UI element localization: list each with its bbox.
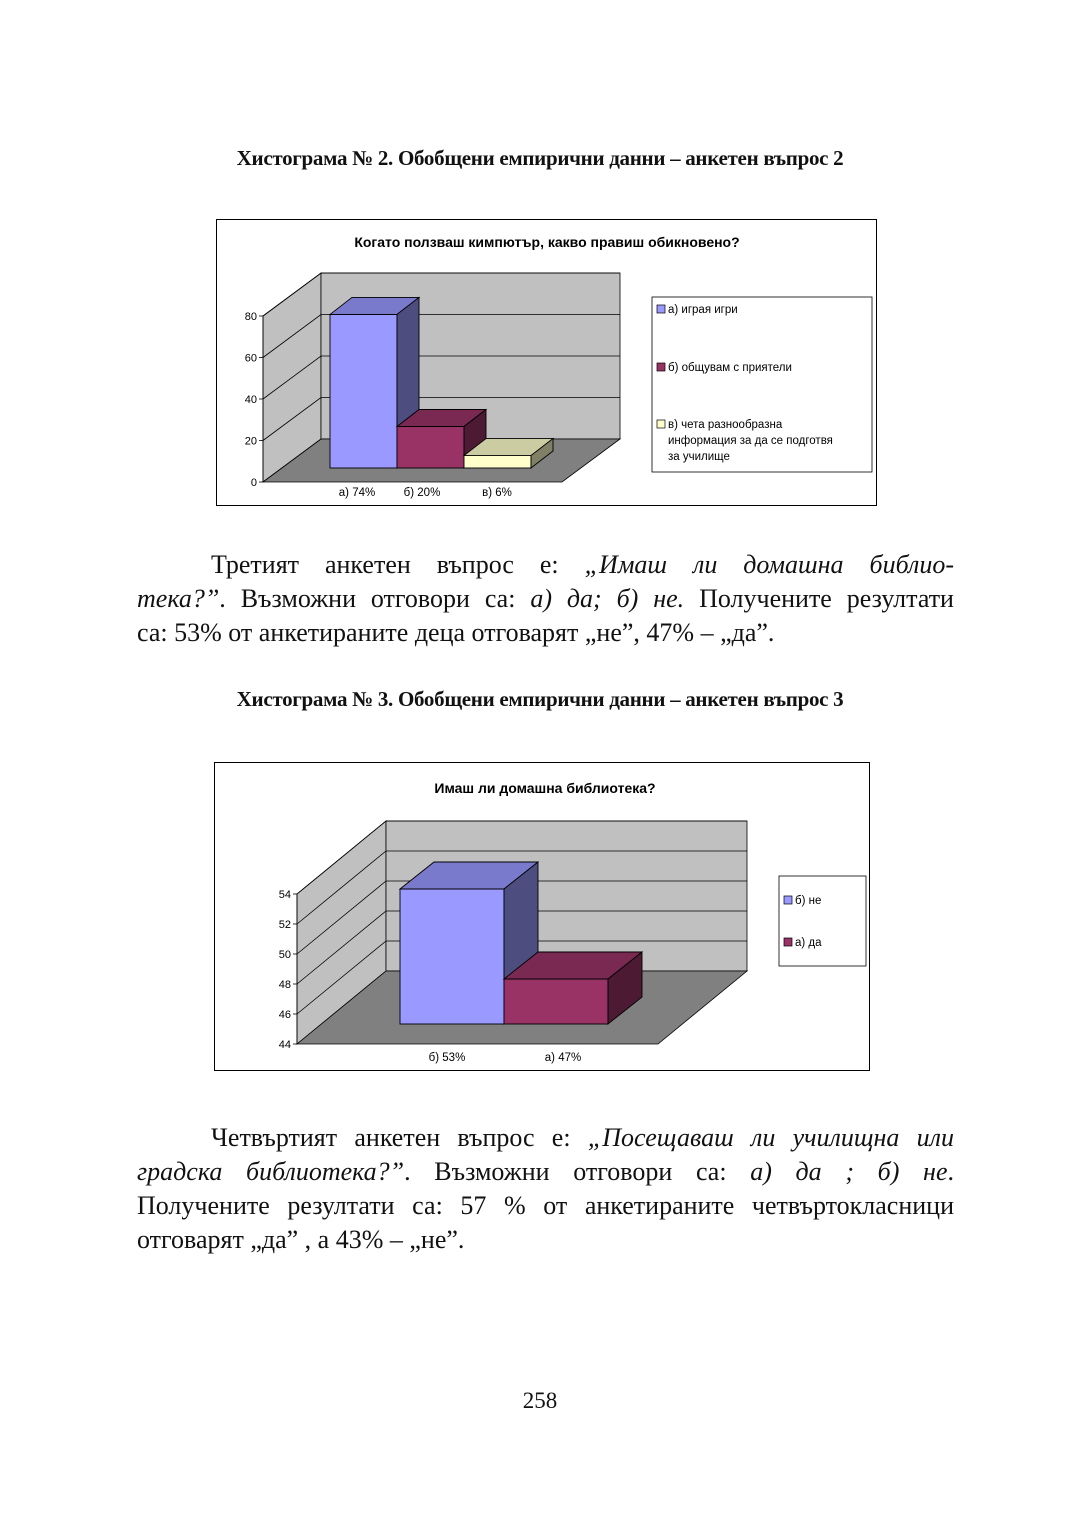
x-tick-label: б) 20% xyxy=(403,487,441,499)
y-tick-label: 54 xyxy=(278,889,291,901)
y-tick-label: 48 xyxy=(278,979,291,991)
legend-swatch xyxy=(657,363,665,371)
y-tick-label: 44 xyxy=(278,1039,291,1051)
legend-swatch xyxy=(657,305,665,313)
chart-title: Когато ползваш кимпютър, какво правиш обикновено? xyxy=(354,234,740,250)
paragraph-3-line-3: са: 53% от анкетираните деца отговарят „не”, 47% – „да”. xyxy=(137,618,775,647)
x-tick-label: в) 6% xyxy=(482,487,512,499)
y-tick-label: 20 xyxy=(244,435,257,448)
legend-label: а) играя игри xyxy=(668,304,738,316)
legend-label: б) не xyxy=(795,895,822,907)
y-tick-label: 50 xyxy=(278,949,291,961)
x-tick-label: а) 47% xyxy=(544,1052,582,1064)
page-number: 258 xyxy=(522,1388,558,1413)
legend-label: б) общувам с приятели xyxy=(668,362,792,374)
legend-label: в) чета разнообразна информация за да се подготвя за училище xyxy=(668,419,833,463)
x-tick-label: б) 53% xyxy=(428,1052,466,1064)
legend-box xyxy=(779,876,866,966)
paragraph-4-line-3: Получените резултати са: 57 % от анкетираните четвъртокласници xyxy=(137,1191,954,1220)
paragraph-4-line-1: Четвъртият анкетен въпрос е: „Посещаваш ли училищна или xyxy=(211,1123,954,1152)
bar-front xyxy=(464,456,531,468)
paragraph-question-3 xyxy=(137,548,954,650)
legend-swatch xyxy=(784,896,792,904)
y-tick-label: 80 xyxy=(244,311,257,323)
y-tick-label: 60 xyxy=(244,352,257,365)
paragraph-4-line-2: градска библиотека?”. Възможни отговори са: а) да ; б) не. xyxy=(137,1157,954,1186)
chart-2 xyxy=(215,763,871,1072)
bar-front xyxy=(400,889,504,1024)
chart-2-frame xyxy=(214,762,870,1071)
paragraph-question-4 xyxy=(137,1121,954,1257)
bar-front xyxy=(504,979,608,1024)
y-tick-label: 52 xyxy=(278,919,291,931)
bar-front xyxy=(330,314,397,468)
legend-label: а) да xyxy=(795,937,822,949)
x-tick-label: а) 74% xyxy=(338,487,376,499)
paragraph-4-line-4: отговарят „да” , а 43% – „не”. xyxy=(137,1225,465,1254)
paragraph-3-line-1: Третият анкетен въпрос е: „Имаш ли домашна библио- xyxy=(211,550,955,579)
legend-swatch xyxy=(657,420,665,428)
chart-1 xyxy=(217,220,878,507)
chart-title: Имаш ли домашна библиотека? xyxy=(434,780,656,796)
paragraph-3-line-2: тека?”. Възможни отговори са: а) да; б) не. Получените резултати xyxy=(137,584,954,613)
legend-swatch xyxy=(784,938,792,946)
y-tick-label: 0 xyxy=(250,477,257,489)
y-tick-label: 40 xyxy=(244,394,257,406)
y-tick-label: 46 xyxy=(278,1009,291,1021)
histogram-2-caption: Хистограма № 2. Обобщени емпирични данни – анкетен въпрос 2 xyxy=(236,146,844,170)
histogram-3-caption: Хистограма № 3. Обобщени емпирични данни – анкетен въпрос 3 xyxy=(236,687,844,711)
bar-front xyxy=(397,427,464,469)
chart-1-frame xyxy=(216,219,877,506)
